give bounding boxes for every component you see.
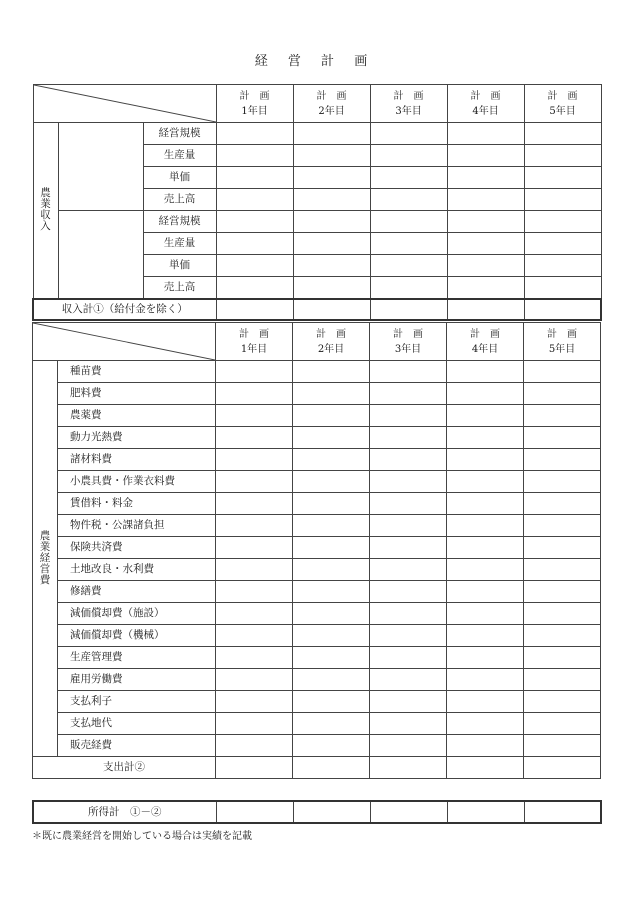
crop-name-cell-2[interactable] <box>58 211 143 299</box>
input-cell[interactable] <box>447 361 524 383</box>
input-cell[interactable] <box>447 515 524 537</box>
expense-item-label: 農薬費 <box>58 405 216 427</box>
input-cell[interactable] <box>447 713 524 735</box>
plan-header-year-1 <box>216 85 293 123</box>
input-cell[interactable] <box>370 713 447 735</box>
input-cell[interactable] <box>370 211 447 233</box>
input-cell[interactable] <box>216 493 293 515</box>
input-cell[interactable] <box>216 167 293 189</box>
input-cell[interactable] <box>447 471 524 493</box>
input-cell[interactable] <box>524 603 601 625</box>
income-item-label: 生産量 <box>143 233 216 255</box>
input-cell[interactable] <box>370 145 447 167</box>
income-item-label: 経営規模 <box>143 211 216 233</box>
expense-item-label: 減価償却費（機械） <box>58 625 216 647</box>
section-char: 農 <box>39 530 51 542</box>
net-income-row <box>33 801 601 823</box>
input-cell[interactable] <box>293 255 370 277</box>
input-cell[interactable] <box>524 735 601 757</box>
crop-name-cell-1[interactable] <box>58 123 143 211</box>
income-item-label: 単価 <box>143 167 216 189</box>
input-cell[interactable] <box>370 427 447 449</box>
input-cell[interactable] <box>370 647 447 669</box>
section-char: 入 <box>40 220 51 233</box>
input-cell[interactable] <box>524 713 601 735</box>
input-cell[interactable] <box>216 299 293 320</box>
input-cell[interactable] <box>216 735 293 757</box>
input-cell[interactable] <box>293 167 370 189</box>
input-cell[interactable] <box>293 625 370 647</box>
plan-label: 計 画 <box>393 328 423 340</box>
input-cell[interactable] <box>216 625 293 647</box>
section-char: 収 <box>40 209 51 222</box>
expense-item-label: 賃借料・料金 <box>58 493 216 515</box>
income-table <box>32 84 602 321</box>
plan-header-year-3 <box>370 85 447 123</box>
expense-row <box>33 493 601 515</box>
expense-row <box>33 449 601 471</box>
expense-row <box>33 735 601 757</box>
input-cell[interactable] <box>524 361 601 383</box>
expense-row <box>33 669 601 691</box>
expense-item-label: 修繕費 <box>58 581 216 603</box>
input-cell[interactable] <box>293 405 370 427</box>
diagonal-line <box>33 323 215 360</box>
input-cell[interactable] <box>293 515 370 537</box>
input-cell[interactable] <box>524 123 601 145</box>
income-item-label: 生産量 <box>143 145 216 167</box>
page-title: 経 営 計 画 <box>254 54 376 69</box>
net-income-table <box>32 800 602 824</box>
input-cell[interactable] <box>370 669 447 691</box>
input-cell[interactable] <box>447 493 524 515</box>
expense-section-label <box>33 361 58 757</box>
input-cell[interactable] <box>370 405 447 427</box>
input-cell[interactable] <box>524 493 601 515</box>
input-cell[interactable] <box>370 471 447 493</box>
plan-label: 計 画 <box>239 328 269 340</box>
input-cell[interactable] <box>524 167 601 189</box>
net-income-label: 所得計 ①－② <box>33 801 216 823</box>
year-label: 4年目 <box>471 343 499 355</box>
input-cell[interactable] <box>293 735 370 757</box>
input-cell[interactable] <box>293 211 370 233</box>
input-cell[interactable] <box>447 211 524 233</box>
year-label: 1年目 <box>240 343 268 355</box>
expense-row <box>33 691 601 713</box>
input-cell[interactable] <box>216 189 293 211</box>
expense-item-label: 雇用労働費 <box>58 669 216 691</box>
expense-row <box>33 515 601 537</box>
input-cell[interactable] <box>524 559 601 581</box>
input-cell[interactable] <box>216 801 293 823</box>
input-cell[interactable] <box>293 383 370 405</box>
input-cell[interactable] <box>447 383 524 405</box>
section-char: 費 <box>39 574 51 586</box>
input-cell[interactable] <box>370 537 447 559</box>
plan-label: 計 画 <box>470 328 500 340</box>
input-cell[interactable] <box>293 537 370 559</box>
input-cell[interactable] <box>524 233 601 255</box>
plan-label: 計 画 <box>393 90 424 102</box>
income-item-label: 経営規模 <box>143 123 216 145</box>
expense-row <box>33 625 601 647</box>
expense-item-label: 生産管理費 <box>58 647 216 669</box>
input-cell[interactable] <box>216 427 293 449</box>
input-cell[interactable] <box>370 625 447 647</box>
input-cell[interactable] <box>370 559 447 581</box>
plan-label: 計 画 <box>547 90 578 102</box>
input-cell[interactable] <box>293 233 370 255</box>
input-cell[interactable] <box>293 691 370 713</box>
input-cell[interactable] <box>524 581 601 603</box>
input-cell[interactable] <box>216 233 293 255</box>
input-cell[interactable] <box>216 669 293 691</box>
expense-rows <box>33 361 601 757</box>
input-cell[interactable] <box>447 299 524 320</box>
input-cell[interactable] <box>447 427 524 449</box>
plan-header-year-3 <box>370 323 447 361</box>
input-cell[interactable] <box>370 383 447 405</box>
input-cell[interactable] <box>293 471 370 493</box>
expense-row <box>33 383 601 405</box>
section-char: 営 <box>39 563 51 575</box>
expense-row <box>33 537 601 559</box>
expense-item-label: 保険共済費 <box>58 537 216 559</box>
plan-header-year-5 <box>524 323 601 361</box>
expense-row <box>33 713 601 735</box>
input-cell[interactable] <box>216 405 293 427</box>
input-cell[interactable] <box>216 277 293 299</box>
input-cell[interactable] <box>293 145 370 167</box>
input-cell[interactable] <box>293 559 370 581</box>
input-cell[interactable] <box>370 299 447 320</box>
year-label: 1年目 <box>241 105 268 117</box>
input-cell[interactable] <box>447 801 524 823</box>
expense-item-label: 諸材料費 <box>58 449 216 471</box>
input-cell[interactable] <box>447 233 524 255</box>
plan-label: 計 画 <box>547 328 577 340</box>
expense-total-label: 支出計② <box>33 757 216 779</box>
input-cell[interactable] <box>447 167 524 189</box>
input-cell[interactable] <box>370 581 447 603</box>
input-cell[interactable] <box>293 801 370 823</box>
input-cell[interactable] <box>293 449 370 471</box>
expense-row <box>33 647 601 669</box>
input-cell[interactable] <box>216 255 293 277</box>
expense-row <box>33 361 601 383</box>
input-cell[interactable] <box>293 361 370 383</box>
input-cell[interactable] <box>447 277 524 299</box>
input-cell[interactable] <box>524 255 601 277</box>
input-cell[interactable] <box>216 471 293 493</box>
input-cell[interactable] <box>370 277 447 299</box>
input-cell[interactable] <box>447 537 524 559</box>
input-cell[interactable] <box>447 603 524 625</box>
plan-header-year-2 <box>293 85 370 123</box>
expense-table <box>32 322 601 779</box>
header-diagonal-cell <box>33 85 216 123</box>
input-cell[interactable] <box>524 537 601 559</box>
input-cell[interactable] <box>293 427 370 449</box>
input-cell[interactable] <box>524 471 601 493</box>
income-total-label: 収入計①（給付金を除く） <box>33 299 216 320</box>
input-cell[interactable] <box>216 647 293 669</box>
input-cell[interactable] <box>447 123 524 145</box>
input-cell[interactable] <box>447 255 524 277</box>
expense-item-label: 肥料費 <box>58 383 216 405</box>
input-cell[interactable] <box>524 515 601 537</box>
input-cell[interactable] <box>293 123 370 145</box>
input-cell[interactable] <box>370 515 447 537</box>
input-cell[interactable] <box>447 625 524 647</box>
input-cell[interactable] <box>524 211 601 233</box>
input-cell[interactable] <box>524 383 601 405</box>
expense-row <box>33 559 601 581</box>
input-cell[interactable] <box>293 277 370 299</box>
income-item-label: 売上高 <box>143 277 216 299</box>
expense-row <box>33 427 601 449</box>
input-cell[interactable] <box>370 167 447 189</box>
plan-label: 計 画 <box>470 90 501 102</box>
year-label: 4年目 <box>472 105 499 117</box>
year-label: 3年目 <box>395 105 422 117</box>
input-cell[interactable] <box>293 299 370 320</box>
input-cell[interactable] <box>370 361 447 383</box>
expense-item-label: 土地改良・水利費 <box>58 559 216 581</box>
expense-item-label: 支払利子 <box>58 691 216 713</box>
plan-header-year-1 <box>216 323 293 361</box>
year-label: 3年目 <box>394 343 422 355</box>
expense-item-label: 種苗費 <box>58 361 216 383</box>
input-cell[interactable] <box>370 757 447 779</box>
input-cell[interactable] <box>524 449 601 471</box>
input-cell[interactable] <box>216 757 293 779</box>
input-cell[interactable] <box>216 361 293 383</box>
input-cell[interactable] <box>370 493 447 515</box>
input-cell[interactable] <box>293 189 370 211</box>
input-cell[interactable] <box>216 145 293 167</box>
income-item-label: 単価 <box>143 255 216 277</box>
year-label: 5年目 <box>549 105 576 117</box>
year-label: 2年目 <box>318 105 345 117</box>
section-char: 業 <box>40 198 51 211</box>
input-cell[interactable] <box>293 603 370 625</box>
input-cell[interactable] <box>216 537 293 559</box>
input-cell[interactable] <box>293 647 370 669</box>
plan-label: 計 画 <box>316 328 346 340</box>
expense-item-label: 小農具費・作業衣料費 <box>58 471 216 493</box>
plan-header-year-2 <box>293 323 370 361</box>
input-cell[interactable] <box>447 647 524 669</box>
input-cell[interactable] <box>216 123 293 145</box>
plan-header-year-5 <box>524 85 601 123</box>
input-cell[interactable] <box>370 603 447 625</box>
input-cell[interactable] <box>370 255 447 277</box>
input-cell[interactable] <box>216 713 293 735</box>
input-cell[interactable] <box>447 735 524 757</box>
header-diagonal-cell <box>33 323 216 361</box>
input-cell[interactable] <box>216 449 293 471</box>
income-section-label <box>33 123 58 299</box>
input-cell[interactable] <box>524 625 601 647</box>
plan-header-year-4 <box>447 85 524 123</box>
expense-row <box>33 405 601 427</box>
footnote: ＊既に農業経営を開始している場合は実績を記載 <box>32 831 252 842</box>
input-cell[interactable] <box>293 493 370 515</box>
input-cell[interactable] <box>447 559 524 581</box>
input-cell[interactable] <box>293 757 370 779</box>
input-cell[interactable] <box>216 603 293 625</box>
input-cell[interactable] <box>524 757 601 779</box>
section-char: 経 <box>39 552 51 564</box>
input-cell[interactable] <box>370 123 447 145</box>
expense-row <box>33 603 601 625</box>
input-cell[interactable] <box>370 449 447 471</box>
input-cell[interactable] <box>216 559 293 581</box>
input-cell[interactable] <box>293 669 370 691</box>
input-cell[interactable] <box>524 801 601 823</box>
input-cell[interactable] <box>447 145 524 167</box>
expense-total-row <box>33 757 601 779</box>
input-cell[interactable] <box>447 449 524 471</box>
input-cell[interactable] <box>447 189 524 211</box>
input-cell[interactable] <box>524 405 601 427</box>
input-cell[interactable] <box>370 189 447 211</box>
plan-label: 計 画 <box>316 90 347 102</box>
input-cell[interactable] <box>216 383 293 405</box>
expense-row <box>33 471 601 493</box>
input-cell[interactable] <box>524 669 601 691</box>
input-cell[interactable] <box>447 405 524 427</box>
expense-row <box>33 581 601 603</box>
year-label: 5年目 <box>548 343 576 355</box>
input-cell[interactable] <box>216 691 293 713</box>
input-cell[interactable] <box>524 145 601 167</box>
expense-item-label: 動力光熱費 <box>58 427 216 449</box>
input-cell[interactable] <box>370 691 447 713</box>
input-cell[interactable] <box>370 735 447 757</box>
year-label: 2年目 <box>317 343 345 355</box>
input-cell[interactable] <box>524 427 601 449</box>
input-cell[interactable] <box>370 801 447 823</box>
input-cell[interactable] <box>524 691 601 713</box>
input-cell[interactable] <box>524 189 601 211</box>
input-cell[interactable] <box>524 647 601 669</box>
expense-item-label: 物件税・公課諸負担 <box>58 515 216 537</box>
input-cell[interactable] <box>447 581 524 603</box>
plan-header-year-4 <box>447 323 524 361</box>
section-char: 業 <box>39 541 51 553</box>
expense-item-label: 支払地代 <box>58 713 216 735</box>
section-char: 農 <box>40 187 51 200</box>
input-cell[interactable] <box>293 713 370 735</box>
diagonal-line <box>34 85 216 122</box>
input-cell[interactable] <box>447 757 524 779</box>
income-item-label: 売上高 <box>143 189 216 211</box>
input-cell[interactable] <box>524 299 601 320</box>
expense-item-label: 減価償却費（施設） <box>58 603 216 625</box>
input-cell[interactable] <box>216 581 293 603</box>
input-cell[interactable] <box>370 233 447 255</box>
input-cell[interactable] <box>447 669 524 691</box>
input-cell[interactable] <box>524 277 601 299</box>
plan-label: 計 画 <box>239 90 270 102</box>
input-cell[interactable] <box>447 691 524 713</box>
input-cell[interactable] <box>293 581 370 603</box>
input-cell[interactable] <box>216 211 293 233</box>
income-total-row <box>33 299 601 320</box>
input-cell[interactable] <box>216 515 293 537</box>
expense-item-label: 販売経費 <box>58 735 216 757</box>
